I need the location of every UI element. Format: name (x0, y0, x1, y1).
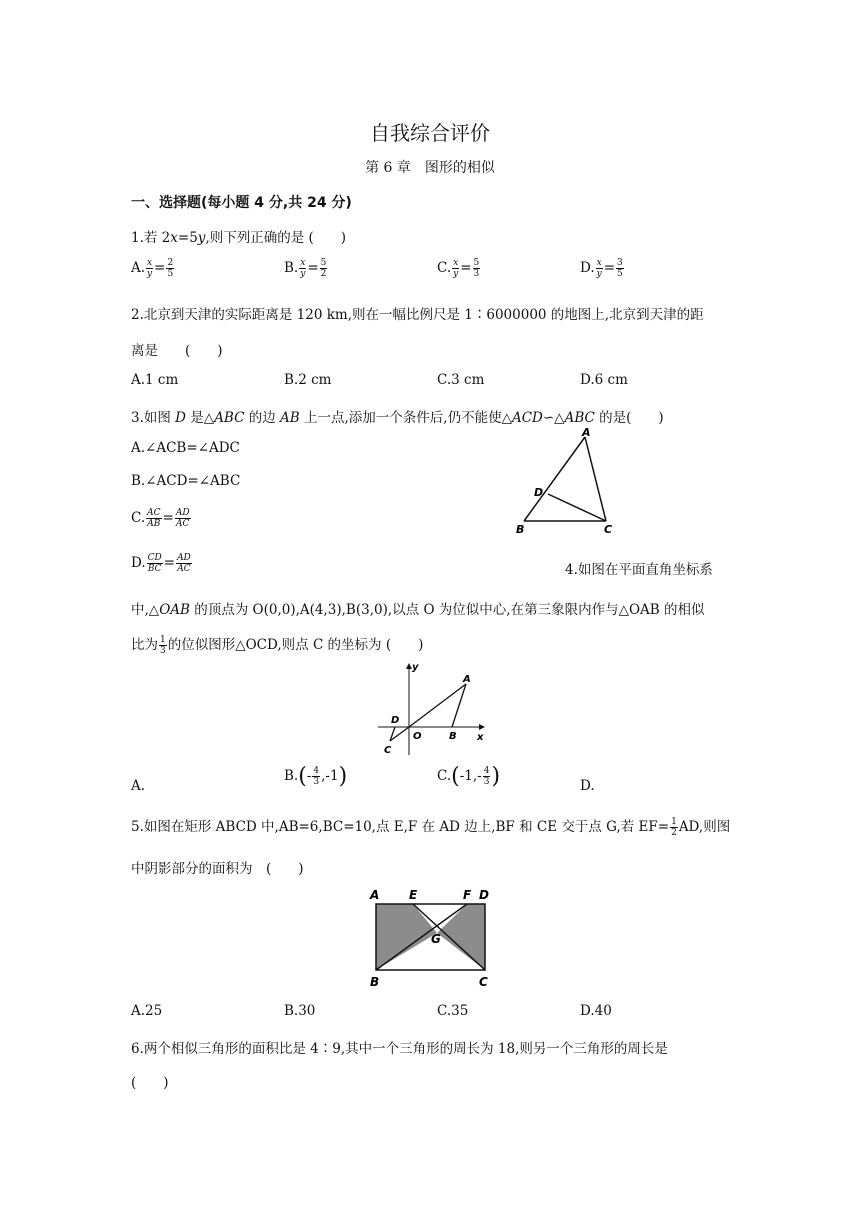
fig4-label-y: y (412, 662, 419, 673)
question-4-option-b: B.(- $\frac{4}{3}$ ,-1) (284, 764, 348, 789)
fig3-label-d: D (534, 486, 544, 499)
question-3-option-a: A.∠ACB=∠ADC (131, 440, 240, 456)
question-6-stem-line2: ( ) (131, 1075, 169, 1091)
question-5-option-a: A.25 (131, 1003, 163, 1019)
question-2-stem-line1: 2.北京到天津的实际距离是 120 km,则在一幅比例尺是 1∶6000000 的地图上,北京到天津的距 (131, 307, 704, 323)
fig4-label-a: A (463, 674, 471, 685)
question-2-stem-line2: 离是 ( ) (131, 343, 223, 359)
question-1-option-c: C. $\frac{x}{y}$ = $\frac{5}{3}$ (437, 258, 480, 279)
question-3-option-c: C. $\frac{AC}{AB}$ = $\frac{AD}{AC}$ (131, 508, 190, 529)
question-3-triangle-figure (510, 424, 630, 539)
fig3-label-c: C (604, 523, 613, 536)
question-3-option-d: D. $\frac{CD}{BC}$ = $\frac{AD}{AC}$ (131, 553, 191, 574)
question-4-stem-line1: 4.如图在平面直角坐标系 (565, 562, 713, 578)
question-1-option-a: A. $\frac{x}{y}$ = $\frac{2}{5}$ (131, 258, 174, 279)
fig5-label-e: E (409, 888, 418, 902)
fig4-label-o: O (413, 731, 422, 742)
question-4-option-a: A. (131, 778, 146, 794)
question-5-option-d: D.40 (580, 1003, 612, 1019)
question-4-option-c: C.(-1,- $\frac{4}{3}$ ) (437, 764, 501, 789)
fig5-label-g: G (431, 932, 441, 946)
page-title: 自我综合评价 (370, 121, 490, 145)
question-3-stem: 3.如图 D 是△ABC 的边 AB 上一点,添加一个条件后,仍不能使△ACD∽△ABC 的是( ) (131, 410, 664, 426)
fig4-label-c: C (384, 745, 392, 756)
question-5-stem-line1: 5.如图在矩形 ABCD 中,AB=6,BC=10,点 E,F 在 AD 边上,BF 和 CE 交于点 G,若 EF= $\frac{1}{2}$ AD,则图 (131, 817, 731, 838)
question-4-coordinate-figure (375, 660, 490, 760)
question-2-option-d: D.6 cm (580, 372, 628, 388)
question-3-option-b: B.∠ACD=∠ABC (131, 473, 241, 489)
fig3-label-b: B (516, 523, 525, 536)
question-2-option-b: B.2 cm (284, 372, 332, 388)
fig5-label-a: A (370, 888, 380, 902)
question-2-option-a: A.1 cm (131, 372, 179, 388)
question-1-stem: 1.若 2x=5y,则下列正确的是 ( ) (131, 230, 347, 246)
fig4-label-b: B (449, 731, 457, 742)
question-4-option-d: D. (580, 778, 595, 794)
question-1-option-d: D. $\frac{x}{y}$ = $\frac{3}{5}$ (580, 258, 623, 279)
question-5-stem-line2: 中阴影部分的面积为 ( ) (131, 861, 304, 877)
fig5-label-b: B (370, 975, 380, 989)
section-heading: 一、选择题(每小题 4 分,共 24 分) (131, 195, 352, 211)
question-1-option-b: B. $\frac{x}{y}$ = $\frac{5}{2}$ (284, 258, 327, 279)
fig3-label-a: A (582, 426, 591, 439)
question-4-stem-line3: 比为 $\frac{1}{3}$ 的位似图形△OCD,则点 C 的坐标为 ( ) (131, 635, 424, 656)
question-2-option-c: C.3 cm (437, 372, 485, 388)
fig4-label-d: D (391, 715, 400, 726)
fig5-label-f: F (463, 888, 472, 902)
fig4-label-x: x (477, 732, 484, 743)
question-4-stem-line2: 中,△OAB 的顶点为 O(0,0),A(4,3),B(3,0),以点 O 为位似中心,在第三象限内作与△OAB 的相似 (131, 602, 705, 618)
question-5-rectangle-figure (365, 883, 495, 991)
question-5-option-b: B.30 (284, 1003, 316, 1019)
question-5-option-c: C.35 (437, 1003, 469, 1019)
fig5-label-c: C (479, 975, 488, 989)
fig5-label-d: D (479, 888, 489, 902)
question-6-stem-line1: 6.两个相似三角形的面积比是 4∶9,其中一个三角形的周长为 18,则另一个三角形的周长是 (131, 1041, 668, 1057)
chapter-subtitle: 第 6 章 图形的相似 (365, 160, 495, 176)
